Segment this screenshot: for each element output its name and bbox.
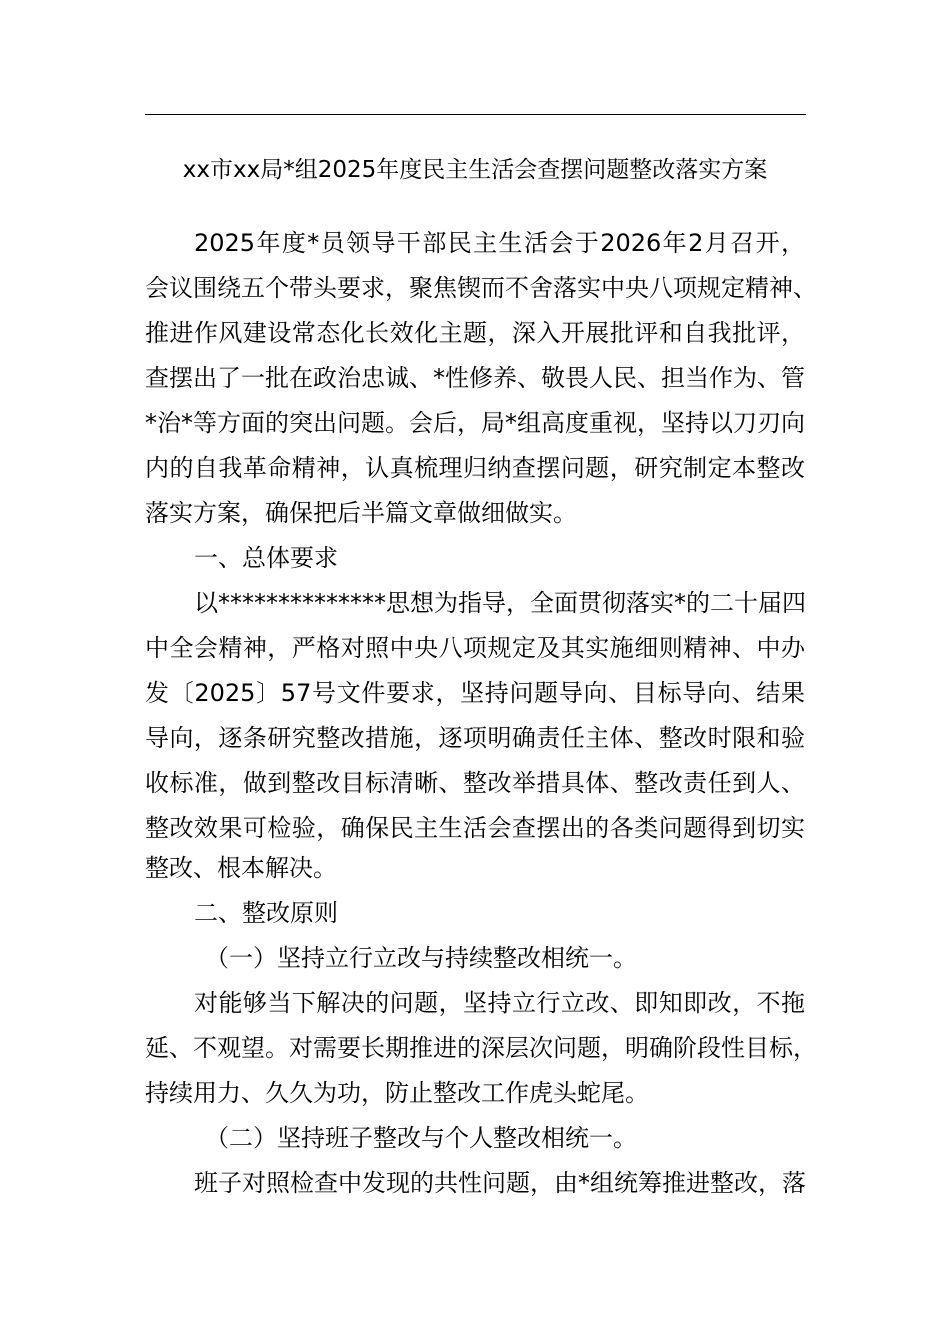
section-heading: 二、整改原则 <box>194 899 338 927</box>
paragraph-line: 内的自我革命精神，认真梳理归纳查摆问题，研究制定本整改 <box>145 454 805 482</box>
paragraph-line: 整改效果可检验，确保民主生活会查摆出的各类问题得到切实 <box>145 814 805 842</box>
paragraph-line: 中全会精神，严格对照中央八项规定及其实施细则精神、中办 <box>145 634 805 662</box>
paragraph-line: 会议围绕五个带头要求，聚焦锲而不舍落实中央八项规定精神、 <box>145 274 817 302</box>
subsection-heading: （一）坚持立行立改与持续整改相统一。 <box>205 944 637 972</box>
paragraph-line: 推进作风建设常态化长效化主题，深入开展批评和自我批评， <box>145 319 805 347</box>
paragraph-line: 落实方案，确保把后半篇文章做细做实。 <box>145 499 577 527</box>
paragraph-line: 对能够当下解决的问题，坚持立行立改、即知即改，不拖 <box>194 989 805 1017</box>
document-title: xx市xx局*组2025年度民主生活会查摆问题整改落实方案 <box>182 157 768 183</box>
paragraph-line: 班子对照检查中发现的共性问题，由*组统筹推进整改，落 <box>194 1169 806 1197</box>
paragraph-line: 整改、根本解决。 <box>145 854 337 882</box>
paragraph-line: 查摆出了一批在政治忠诚、*性修养、敬畏人民、担当作为、管 <box>145 364 805 392</box>
section-heading: 一、总体要求 <box>194 544 338 572</box>
paragraph-line: 导向，逐条研究整改措施，逐项明确责任主体、整改时限和验 <box>145 724 805 752</box>
paragraph-line: 收标准，做到整改目标清晰、整改举措具体、整改责任到人、 <box>145 769 805 797</box>
paragraph-line: *治*等方面的突出问题。会后，局*组高度重视，坚持以刀刃向 <box>145 409 805 437</box>
paragraph-line: 发〔2025〕57号文件要求，坚持问题导向、目标导向、结果 <box>145 679 805 707</box>
paragraph-line: 2025年度*员领导干部民主生活会于2026年2月召开， <box>194 229 805 257</box>
subsection-heading: （二）坚持班子整改与个人整改相统一。 <box>205 1124 637 1152</box>
paragraph-line: 延、不观望。对需要长期推进的深层次问题，明确阶段性目标， <box>145 1034 817 1062</box>
paragraph-line: 持续用力、久久为功，防止整改工作虎头蛇尾。 <box>145 1079 649 1107</box>
paragraph-line: 以**************思想为指导，全面贯彻落实*的二十届四 <box>194 589 806 617</box>
header-rule <box>145 114 806 115</box>
